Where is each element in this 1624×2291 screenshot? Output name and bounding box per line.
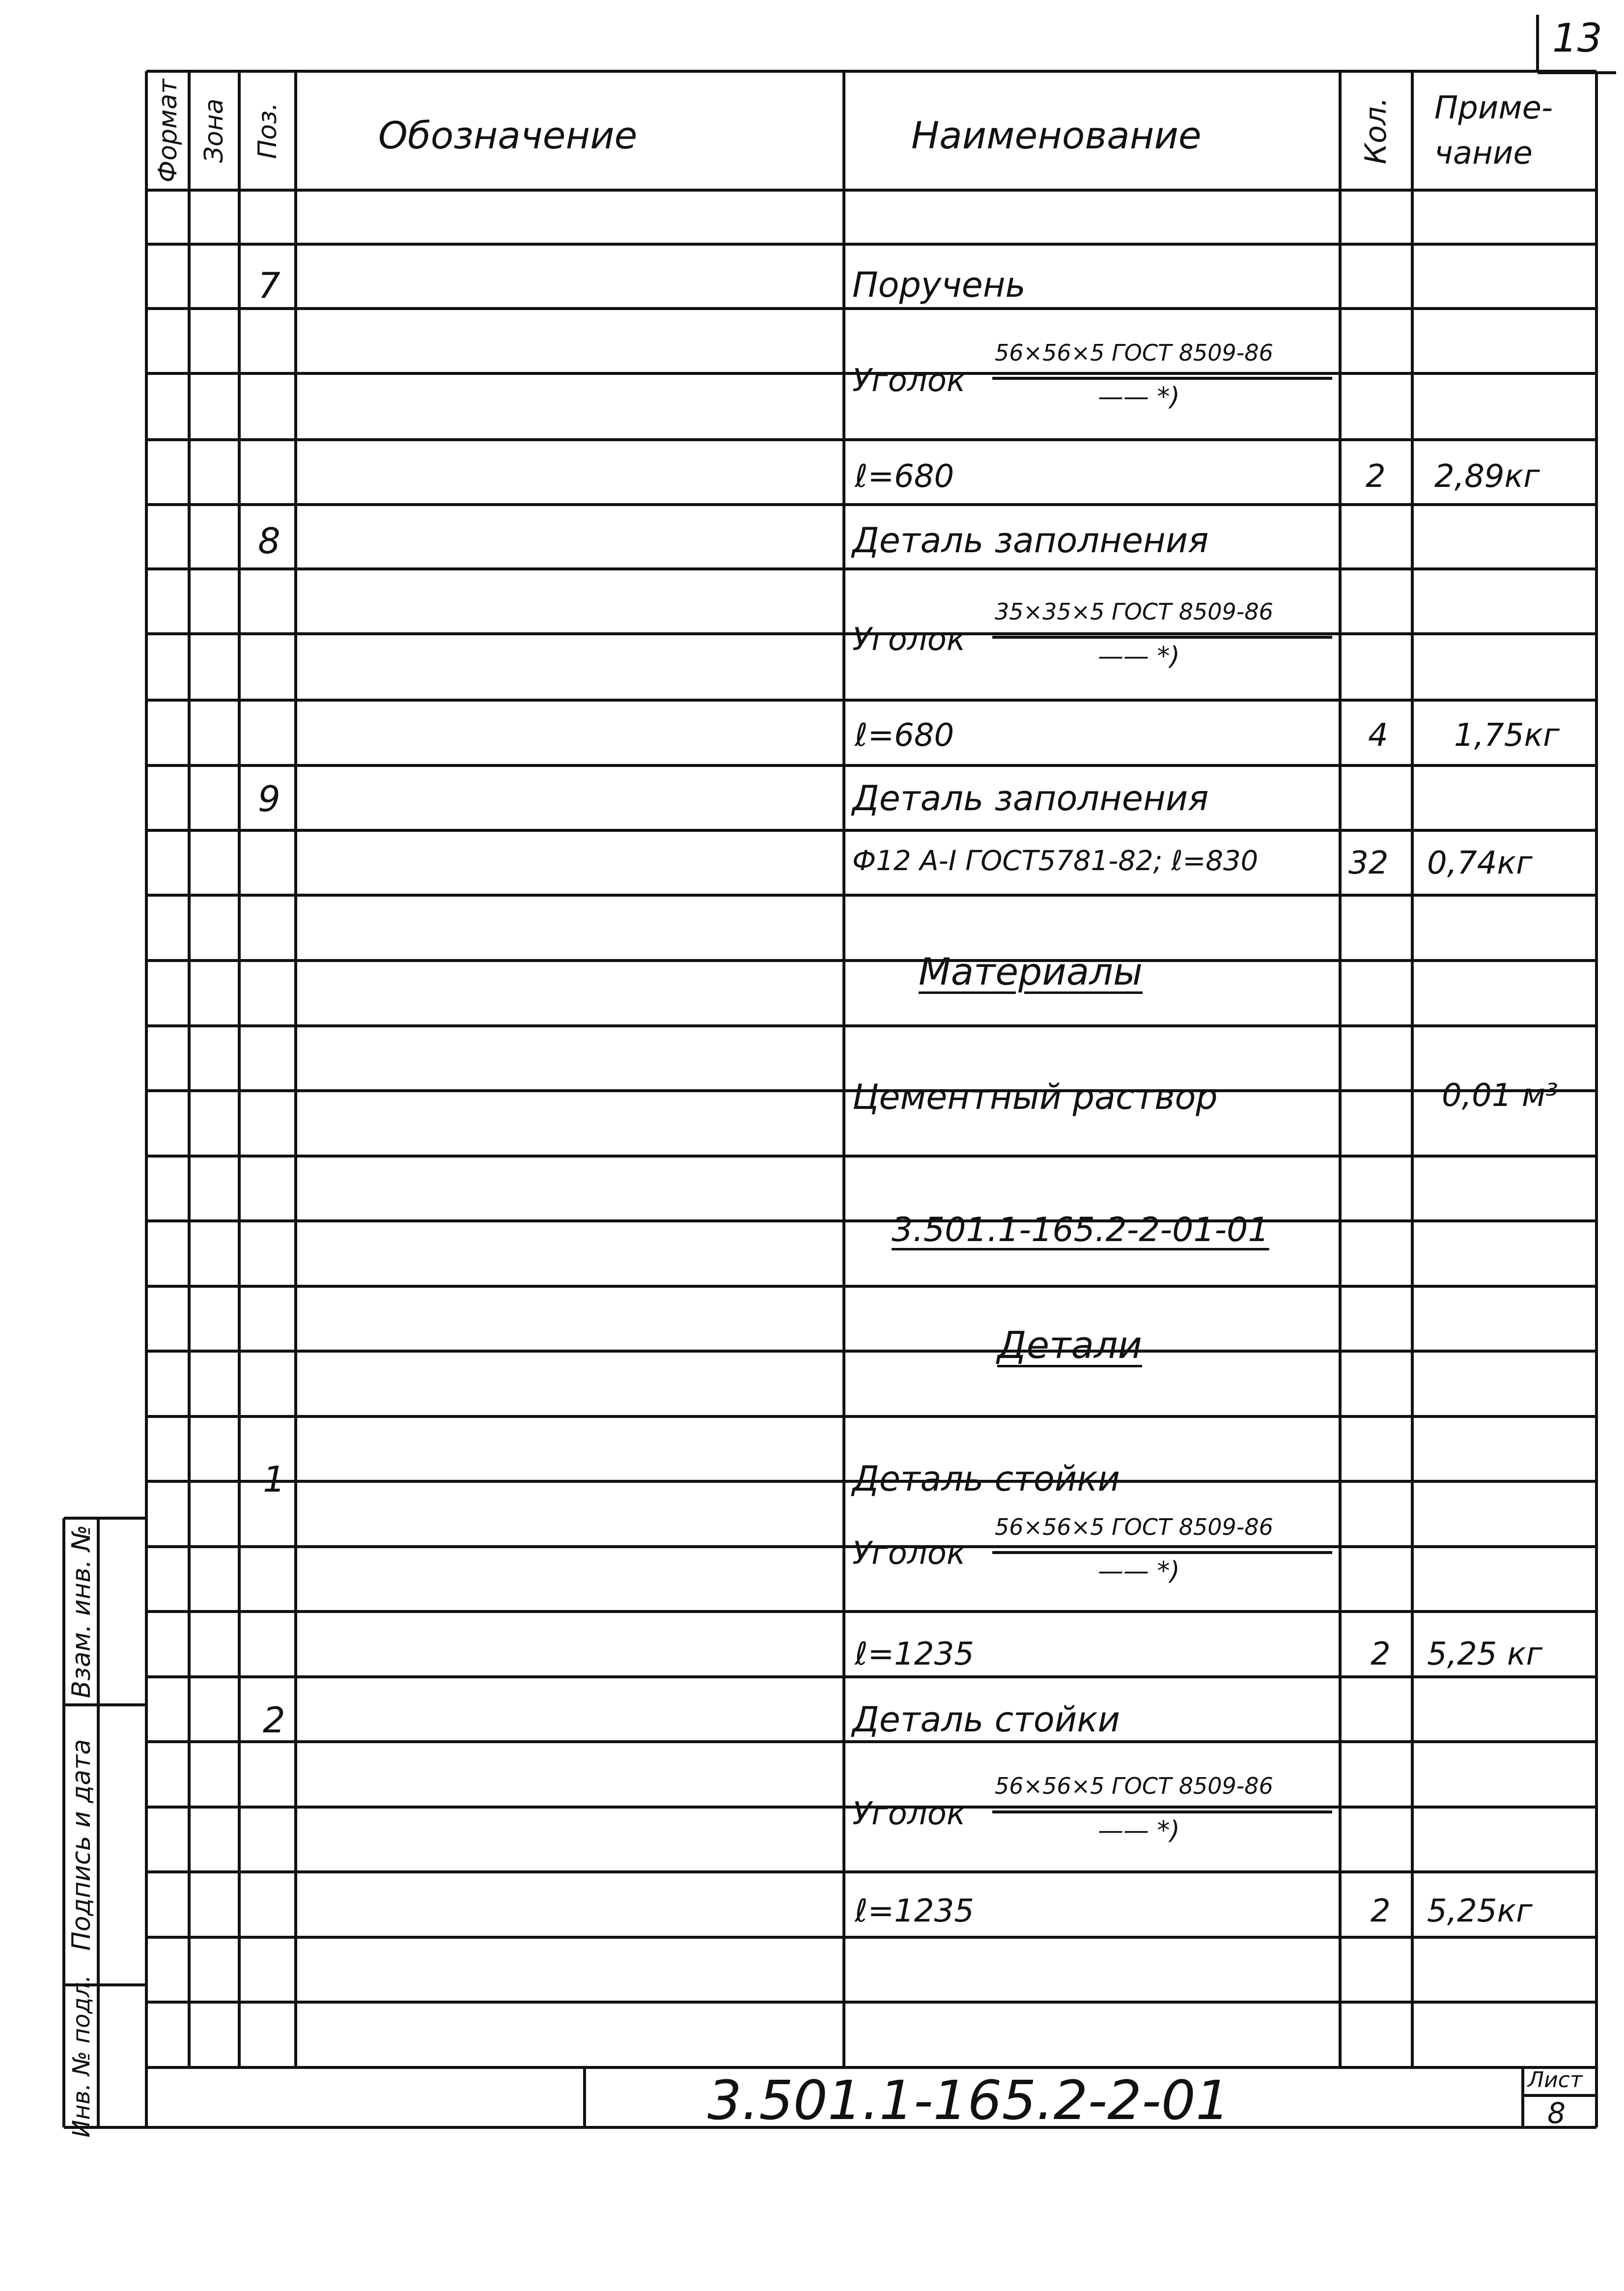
header-format: Формат (153, 79, 183, 183)
row-note: 0,01 м³ (1442, 1077, 1558, 1114)
header-note-line2: чание (1434, 135, 1533, 171)
row-name: ℓ=680 (855, 458, 954, 495)
document-number: 3.501.1-165.2-2-01 (707, 2069, 1230, 2132)
row-pos: 9 (258, 778, 280, 820)
section-heading: Материалы (919, 950, 1143, 993)
row-pos: 7 (258, 265, 280, 306)
sheet-number: 8 (1547, 2096, 1566, 2130)
stamp-signature-date: Подпись и дата (67, 1739, 96, 1951)
row-qty: 2 (1371, 1893, 1391, 1929)
header-note-line1: Приме- (1434, 90, 1553, 126)
fraction-top: 56×56×5 ГОСТ 8509-86 (995, 1773, 1273, 1799)
row-note: 5,25 кг (1427, 1636, 1543, 1672)
row-name: Деталь заполнения (852, 778, 1209, 819)
row-note: 2,89кг (1434, 458, 1540, 495)
row-name: ℓ=1235 (855, 1636, 974, 1672)
row-name: Цементный раствор (852, 1077, 1218, 1117)
fraction-top: 35×35×5 ГОСТ 8509-86 (995, 598, 1273, 625)
row-name: ℓ=680 (855, 717, 954, 754)
stamp-vzam-inv: Взам. инв. № (67, 1525, 96, 1698)
fraction-bottom: —— *) (1098, 1556, 1180, 1586)
row-note: 5,25кг (1427, 1893, 1533, 1929)
page-corner-number: 13 (1552, 15, 1602, 61)
section-heading: Детали (997, 1323, 1142, 1367)
row-pos: 1 (263, 1459, 285, 1500)
row-name: Уголок (852, 1796, 966, 1832)
row-qty: 2 (1366, 458, 1386, 495)
header-zone: Зона (199, 98, 229, 163)
header-designation: Обозначение (378, 113, 638, 157)
fraction-bottom: —— *) (1098, 382, 1180, 412)
row-name: Поручень (852, 265, 1026, 305)
fraction-top: 56×56×5 ГОСТ 8509-86 (995, 339, 1273, 366)
row-name: Деталь заполнения (852, 520, 1209, 561)
sheet-label: Лист (1528, 2067, 1583, 2093)
fraction-top: 56×56×5 ГОСТ 8509-86 (995, 1514, 1273, 1540)
header-qty: Кол. (1359, 97, 1393, 165)
row-name: Уголок (852, 622, 966, 658)
row-pos: 2 (263, 1699, 285, 1741)
row-qty: 4 (1368, 717, 1388, 754)
row-name: Деталь стойки (852, 1699, 1120, 1740)
row-name: Ф12 А-I ГОСТ5781-82; ℓ=830 (852, 845, 1259, 877)
header-name: Наименование (911, 113, 1202, 157)
section-heading: 3.501.1-165.2-2-01-01 (892, 1211, 1269, 1249)
row-qty: 32 (1348, 845, 1389, 881)
row-note: 0,74кг (1427, 845, 1533, 881)
row-qty: 2 (1371, 1636, 1391, 1672)
row-name: Уголок (852, 363, 966, 399)
row-pos: 8 (258, 520, 280, 562)
header-pos: Поз. (253, 102, 282, 159)
row-name: Уголок (852, 1535, 966, 1572)
fraction-bottom: —— *) (1098, 642, 1180, 671)
row-name: Деталь стойки (852, 1459, 1120, 1499)
stamp-inv-podl: Инв. № подл. (68, 1975, 95, 2138)
row-name: ℓ=1235 (855, 1893, 974, 1929)
fraction-bottom: —— *) (1098, 1816, 1180, 1845)
row-note: 1,75кг (1454, 717, 1560, 754)
